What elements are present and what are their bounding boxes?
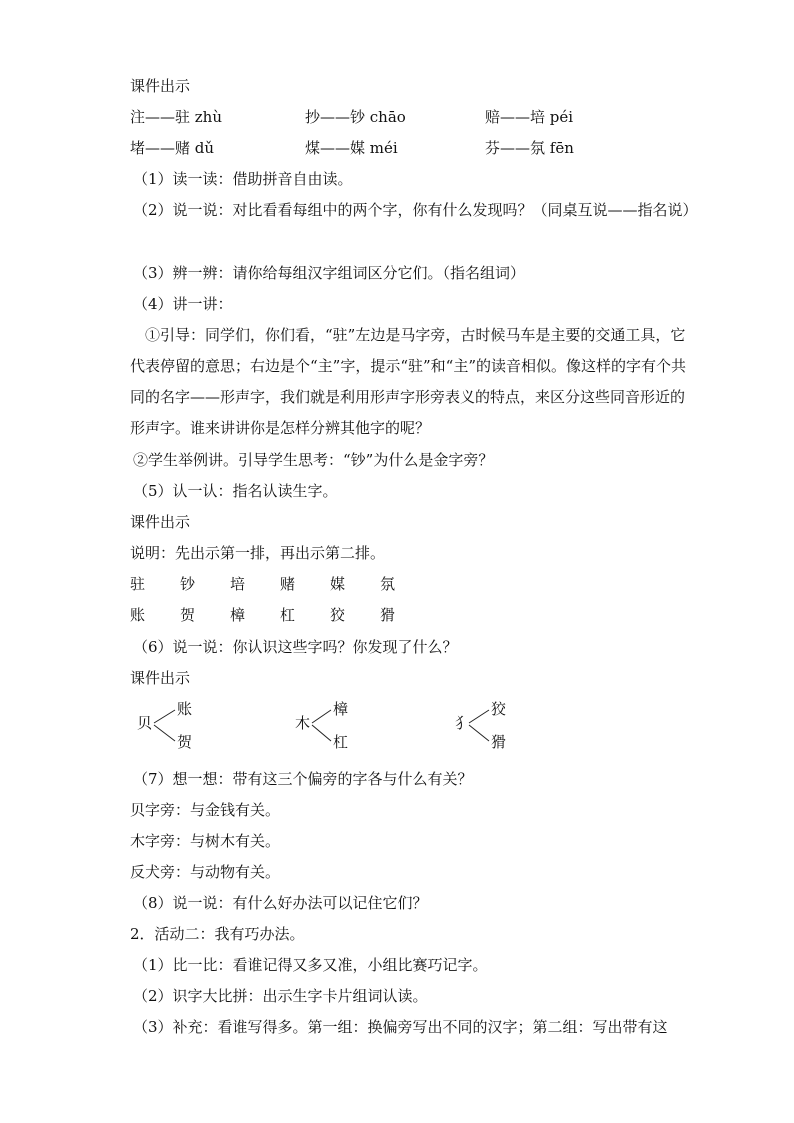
radical: 贝	[137, 714, 153, 732]
radical-group-bei	[137, 699, 207, 759]
character: 猾	[380, 606, 396, 624]
paragraph-guide: ①引导：同学们，你们看，“驻”左边是马字旁，古时候马车是主要的交通工具，它代表停留的意思；右边是个“主”字，提示“驻”和“主”的读音相似。像这样的字有个共同的名字——形声字，我们就是利用形声字形旁表义的特点，来区分这些同音形近的形声字。谁来讲讲你是怎样分辨其他字的呢？	[130, 326, 687, 437]
character: 樟	[230, 606, 246, 624]
derived-character: 狡	[491, 700, 507, 718]
pinyin-pairs-row-2	[130, 133, 574, 164]
ppt-label-2: 课件出示	[130, 513, 191, 531]
answer-bei-radical: 贝字旁：与金钱有关。	[130, 801, 281, 819]
character-row-1	[130, 569, 430, 600]
pair-item: 赔——培 péi	[485, 108, 574, 126]
step-2: （2）说一说：对比看看每组中的两个字，你有什么发现吗？（同桌互说——指名说）	[133, 201, 698, 219]
pair-item: 抄——钞 chāo	[305, 108, 406, 126]
step-7: （7）想一想：带有这三个偏旁的字各与什么有关？	[133, 770, 473, 788]
derived-character: 账	[177, 700, 193, 718]
activity-step-1: （1）比一比：看谁记得又多又准，小组比赛巧记字。	[133, 956, 488, 974]
pair-item: 煤——媒 méi	[305, 139, 398, 157]
pair-item: 堵——赌 dǔ	[130, 139, 215, 157]
pair-item: 注——驻 zhù	[130, 108, 222, 126]
step-4: （4）讲一讲：	[133, 295, 233, 313]
character: 钞	[180, 575, 196, 593]
activity-step-3: （3）补充：看谁写得多。第一组：换偏旁写出不同的汉字；第二组：写出带有这	[133, 1018, 668, 1036]
step-5: （5）认一认：指名认读生字。	[133, 482, 338, 500]
step-8: （8）说一说：有什么好办法可以记住它们？	[133, 894, 428, 912]
derived-character: 贺	[177, 733, 193, 751]
pair-item: 芬——氛 fēn	[485, 139, 574, 157]
activity-2-heading: 2．活动二：我有巧办法。	[130, 925, 305, 943]
radical: 木	[295, 714, 311, 732]
radical: 犭	[455, 714, 471, 732]
radical-group-mu	[295, 699, 365, 759]
character: 杠	[280, 606, 296, 624]
character-row-2	[130, 600, 430, 631]
step-6: （6）说一说：你认识这些字吗？你发现了什么？	[133, 638, 458, 656]
character: 账	[130, 606, 146, 624]
character: 培	[230, 575, 246, 593]
answer-quan-radical: 反犬旁：与动物有关。	[130, 863, 281, 881]
answer-mu-radical: 木字旁：与树木有关。	[130, 832, 281, 850]
character: 驻	[130, 575, 146, 593]
step-3: （3）辨一辨：请你给每组汉字组词区分它们。（指名组词）	[133, 264, 526, 282]
activity-step-2: （2）识字大比拼：出示生字卡片组词认读。	[133, 987, 428, 1005]
character: 贺	[180, 606, 196, 624]
ppt-label-1: 课件出示	[130, 77, 191, 95]
display-note: 说明：先出示第一排，再出示第二排。	[130, 544, 386, 562]
pinyin-pairs-row-1	[130, 102, 573, 133]
ppt-label-3: 课件出示	[130, 669, 191, 687]
derived-character: 樟	[333, 700, 349, 718]
derived-character: 猾	[491, 733, 507, 751]
character: 氛	[380, 575, 396, 593]
paragraph-student-example: ②学生举例讲。引导学生思考：“钞”为什么是金字旁？	[133, 451, 494, 469]
character: 狡	[330, 606, 346, 624]
character: 媒	[330, 575, 346, 593]
derived-character: 杠	[333, 733, 349, 751]
character: 赌	[280, 575, 296, 593]
step-1: （1）读一读：借助拼音自由读。	[133, 170, 353, 188]
radical-group-quan	[455, 699, 525, 759]
